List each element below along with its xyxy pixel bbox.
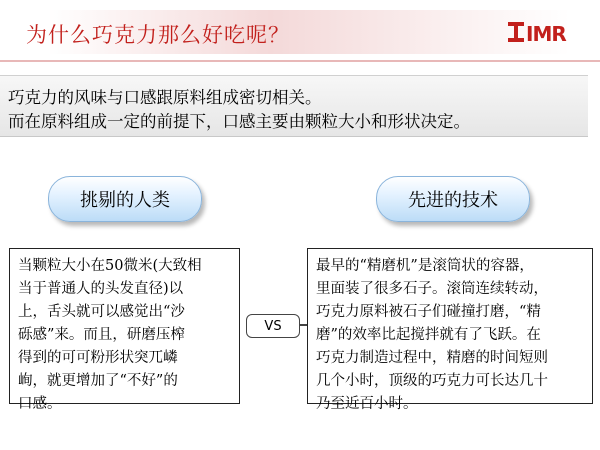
- right-box-line: 巧克力原料被石子们碰撞打磨，“精: [316, 304, 541, 320]
- left-box-line: 口感。: [18, 396, 62, 412]
- left-pill-label: 挑剔的人类: [48, 176, 202, 222]
- left-box-line: 砾感”来。而且，研磨压榨: [18, 327, 185, 343]
- left-box-line: 峋，就更增加了“不好”的: [18, 373, 178, 389]
- right-box-line: 乃至近百小时。: [316, 396, 418, 412]
- left-box-line: 得到的可可粉形状突兀嶙: [18, 350, 178, 366]
- right-pill-label: 先进的技术: [376, 176, 530, 222]
- intro-line-2: 而在原料组成一定的前提下，口感主要由颗粒大小和形状决定。: [8, 112, 470, 131]
- right-box-line: 磨”的效率比起搅拌就有了飞跃。在: [316, 327, 541, 343]
- right-box-line: 最早的“精磨机”是滚筒状的容器，: [316, 258, 534, 274]
- right-box-line: 巧克力制造过程中，精磨的时间短则: [316, 350, 548, 366]
- left-box-line: 上，舌头就可以感觉出“沙: [18, 304, 185, 320]
- vs-badge: VS: [246, 314, 300, 338]
- logo-text: IMR: [526, 22, 566, 46]
- imr-logo: [508, 20, 582, 44]
- right-box-line: 几个小时，顶级的巧克力可长达几十: [316, 373, 548, 389]
- right-box-line: 里面装了很多石子。滚筒连续转动，: [316, 281, 548, 297]
- intro-line-1: 巧克力的风味与口感跟原料组成密切相关。: [8, 88, 322, 107]
- intro-panel: [0, 75, 588, 137]
- left-text-box: [9, 248, 240, 412]
- left-box-line: 当于普通人的头发直径)以: [18, 281, 184, 297]
- header-divider: [0, 60, 600, 62]
- left-box-line: 当颗粒大小在50微米(大致相: [18, 258, 202, 274]
- right-text-box: [307, 248, 593, 412]
- slide-title: 为什么巧克力那么好吃呢？: [26, 23, 290, 47]
